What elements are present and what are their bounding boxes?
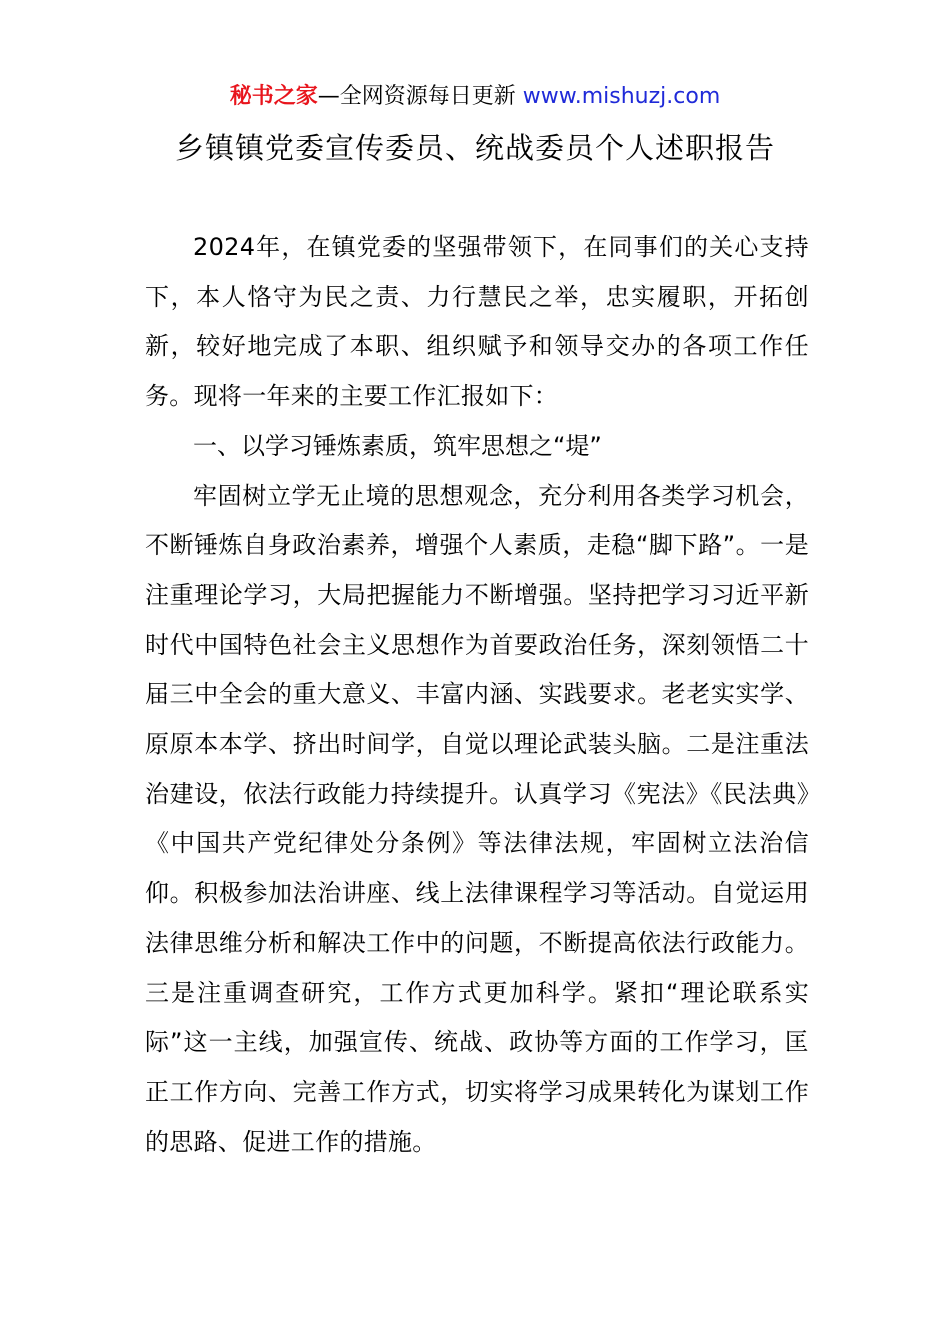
header-slogan: —全网资源每日更新 [317,84,516,109]
section-heading: 一、以学习锤炼素质，筑牢思想之“堤” [193,431,602,460]
brand-name: 秘书之家 [229,84,318,109]
document-body [145,223,809,1167]
section-paragraph: 牢固树立学无止境的思想观念，充分利用各类学习机会，不断锤炼自身政治素养，增强个人素质，走稳“脚下路”。一是注重理论学习，大局把握能力不断增强。坚持把学习习近平新时代中国特色社会主义思想作为首要政治任务，深刻领悟二十届三中全会的重大意义、丰富内涵、实践要求。老老实实学、原原本本学、挤出时间学，自觉以理论武装头脑。二是注重法治建设，依法行政能力持续提升。认真学习《宪法》《民法典》《中国共产党纪律处分条例》等法律法规，牢固树立法治信仰。积极参加法治讲座、线上法律课程学习等活动。自觉运用法律思维分析和解决工作中的问题，不断提高依法行政能力。三是注重调查研究，工作方式更加科学。紧扣“理论联系实际”这一主线，加强宣传、统战、政协等方面的工作学习，匡正工作方向、完善工作方式，切实将学习成果转化为谋划工作的思路、促进工作的措施。 [145,481,809,1156]
intro-paragraph: 2024年，在镇党委的坚强带领下，在同事们的关心支持下，本人恪守为民之责、力行慧民之举，忠实履职，开拓创新，较好地完成了本职、组织赋予和领导交办的各项工作任务。现将一年来的主要工作汇报如下： [145,233,809,411]
site-url-link[interactable]: www.mishuzj.com [522,84,721,109]
site-header [0,80,950,114]
document-title: 乡镇镇党委宣传委员、统战委员个人述职报告 [174,131,775,165]
